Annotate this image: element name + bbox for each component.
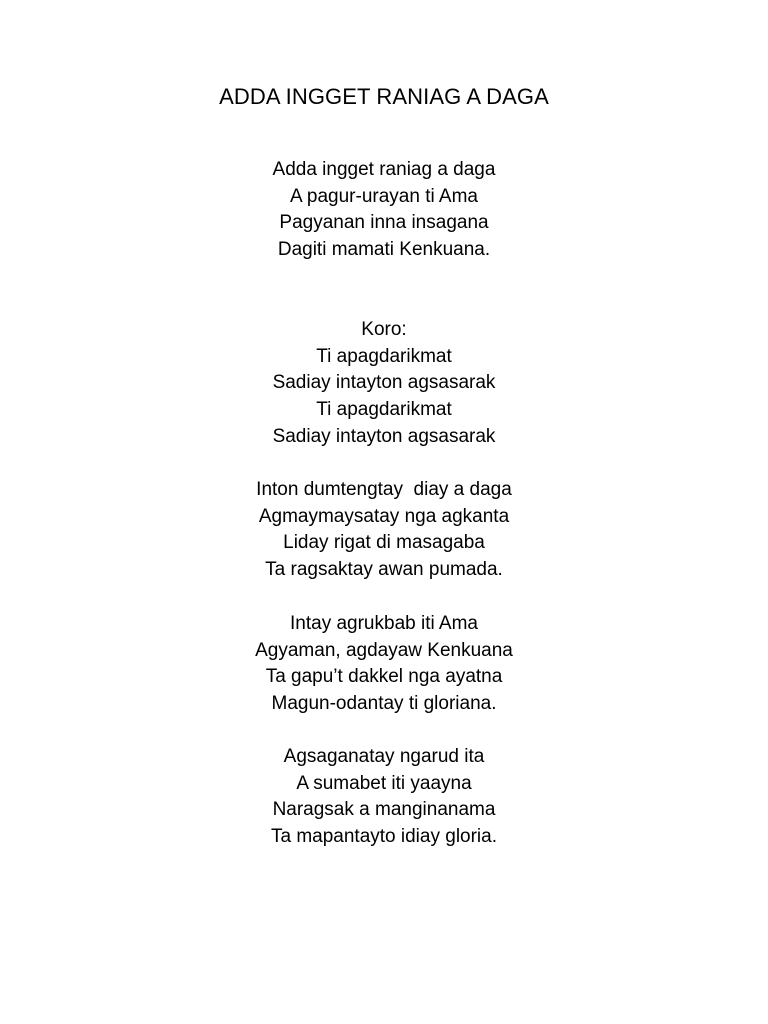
stanza-1 — [0, 157, 768, 264]
stanza-3 — [0, 611, 768, 718]
chorus-label: Koro: — [361, 319, 407, 340]
page-title: ADDA INGGET RANIAG A DAGA — [219, 84, 549, 109]
lyric-line: Ta gapu’t dakkel nga ayatna — [265, 666, 503, 688]
lyric-line: Sadiay intayton agsasarak — [272, 425, 496, 447]
lyric-line: Ti apagdarikmat — [316, 399, 452, 421]
lyric-line: Magun-odantay ti gloriana. — [271, 693, 497, 715]
lyric-line: Liday rigat di masagaba — [283, 532, 485, 554]
lyric-line: Ta ragsaktay awan pumada. — [265, 559, 503, 581]
lyric-line: Agyaman, agdayaw Kenkuana — [255, 639, 513, 661]
lyric-line: Ta mapantayto idiay gloria. — [270, 826, 497, 848]
lyric-line: Dagiti mamati Kenkuana. — [277, 239, 491, 261]
lyric-line: Agmaymaysatay nga agkanta — [258, 505, 510, 527]
lyric-line: A pagur-urayan ti Ama — [290, 185, 478, 207]
lyric-line: Intay agrukbab iti Ama — [290, 613, 478, 634]
lyric-line: Inton dumtengtay diay a daga — [256, 479, 512, 500]
lyric-line: Naragsak a manginanama — [272, 799, 496, 821]
lyric-line: Agsaganatay ngarud ita — [283, 746, 485, 767]
stanza-4 — [0, 744, 768, 851]
chorus-stanza — [0, 317, 768, 451]
lyric-line: Adda ingget raniag a daga — [272, 159, 496, 180]
lyric-line: Ti apagdarikmat — [316, 345, 452, 367]
stanza-2 — [0, 477, 768, 584]
lyric-line: Pagyanan inna insagana — [279, 212, 489, 234]
lyric-line: A sumabet iti yaayna — [296, 772, 472, 794]
lyric-line: Sadiay intayton agsasarak — [272, 372, 496, 394]
